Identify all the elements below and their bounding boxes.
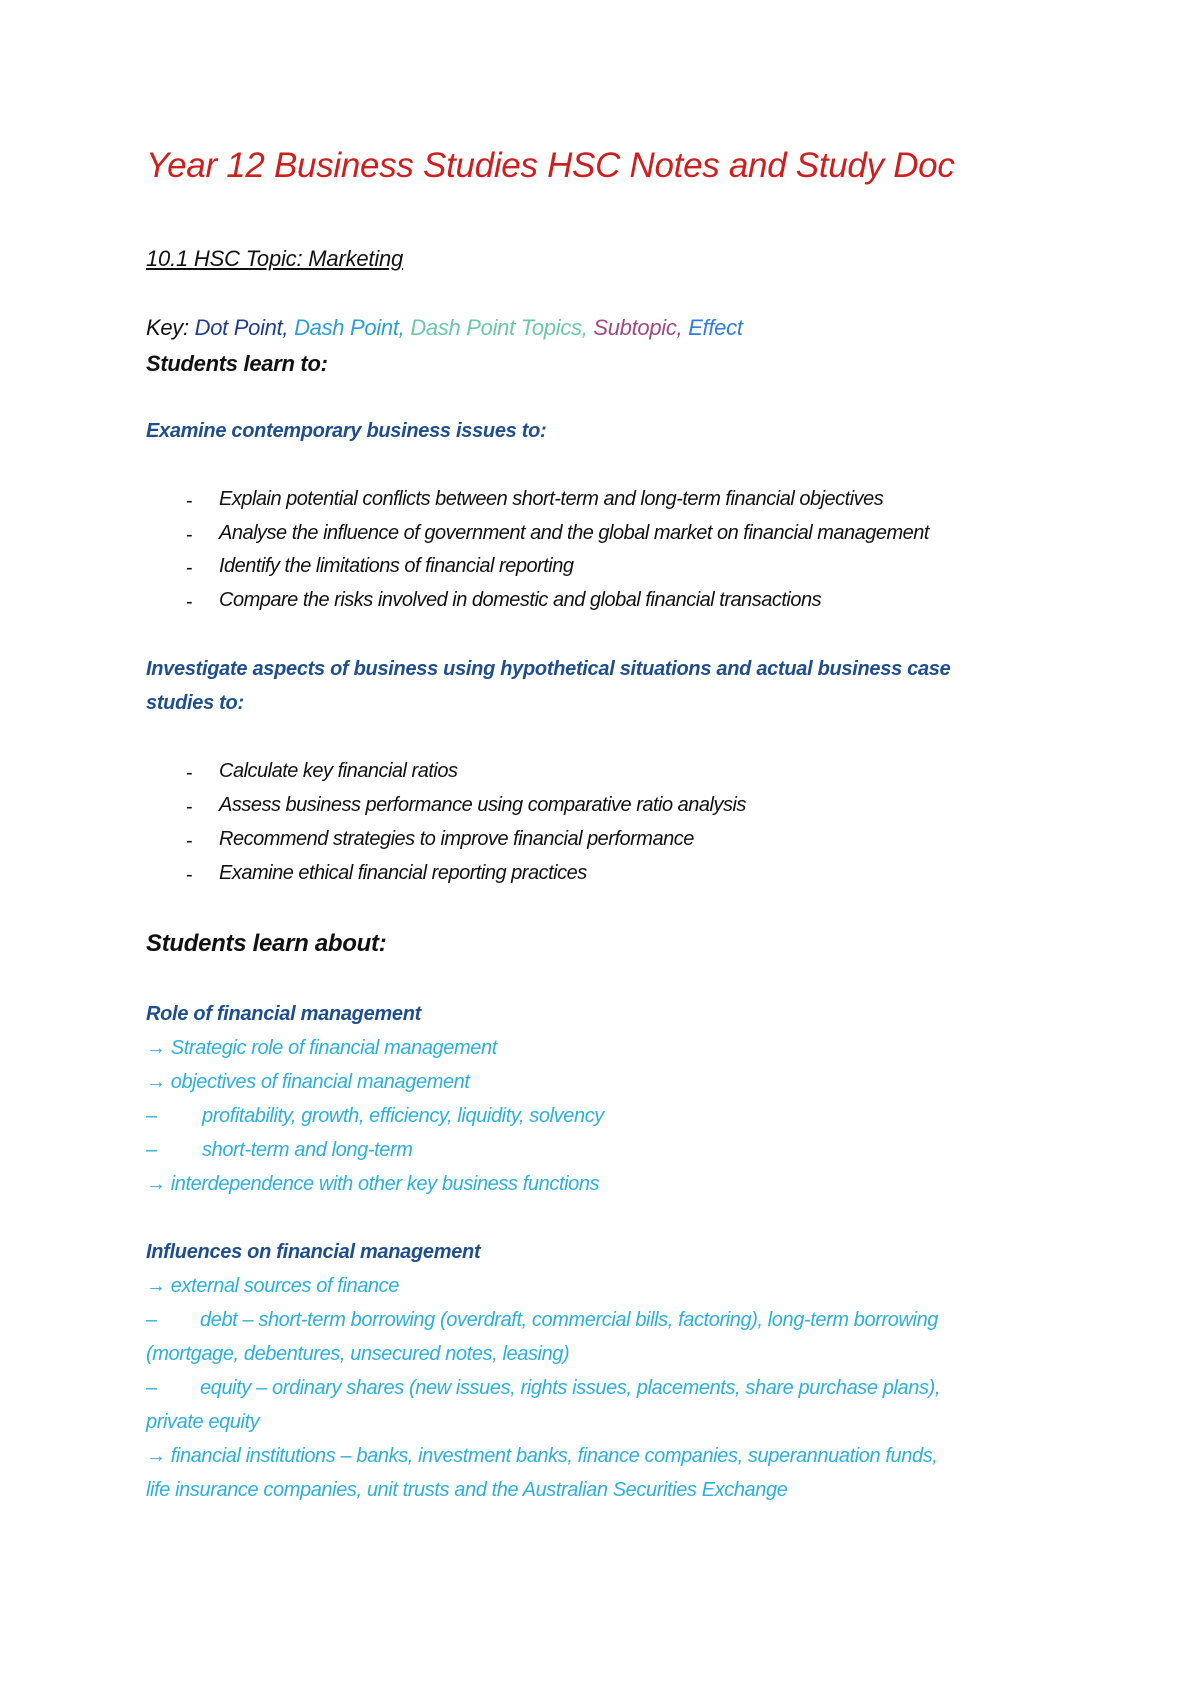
dash-point-topic: profitability, growth, efficiency, liquidity, solvency (202, 1105, 604, 1127)
key-dash-point: Dash Point, (294, 315, 405, 340)
list-item: Compare the risks involved in domestic and global financial transactions (219, 589, 822, 611)
list-item: Recommend strategies to improve financial performance (219, 828, 694, 850)
document-title: Year 12 Business Studies HSC Notes and Study Doc (146, 146, 955, 185)
dash-point: → interdependence with other key business functions (146, 1173, 600, 1195)
list-item: Analyse the influence of government and the global market on financial management (219, 522, 929, 544)
key-dash-point-topics: Dash Point Topics, (410, 315, 588, 340)
key-subtopic: Subtopic, (593, 315, 683, 340)
dash-marker: – (146, 1309, 157, 1331)
dash-point-topic: equity – ordinary shares (new issues, rights issues, placements, share purchase plans), (200, 1377, 941, 1399)
key-prefix: Key: (146, 315, 189, 340)
section-heading-cont: studies to: (146, 692, 244, 714)
dash-point-topic: debt – short-term borrowing (overdraft, commercial bills, factoring), long-term borrowing (200, 1309, 939, 1331)
dash-point: → external sources of finance (146, 1275, 399, 1297)
dash-point-topic-cont: (mortgage, debentures, unsecured notes, leasing) (146, 1343, 570, 1365)
dash-point: → financial institutions – banks, investment banks, finance companies, superannuation funds, (146, 1445, 938, 1467)
subtopic-heading: Role of financial management (146, 1003, 421, 1025)
bullet-marker: - (186, 830, 193, 852)
section-heading: Investigate aspects of business using hypothetical situations and actual business case (146, 658, 951, 680)
dash-marker: – (146, 1139, 157, 1161)
dash-marker: – (146, 1377, 157, 1399)
list-item: Assess business performance using comparative ratio analysis (219, 794, 746, 816)
bullet-marker: - (186, 864, 193, 886)
subtopic-heading: Influences on financial management (146, 1241, 481, 1263)
dash-point-topic-cont: private equity (146, 1411, 260, 1433)
list-item: Calculate key financial ratios (219, 760, 458, 782)
bullet-marker: - (186, 557, 193, 579)
dash-point: → objectives of financial management (146, 1071, 470, 1093)
list-item: Identify the limitations of financial reporting (219, 555, 574, 577)
learn-to-heading: Students learn to: (146, 351, 328, 376)
dash-point-cont: life insurance companies, unit trusts and the Australian Securities Exchange (146, 1479, 788, 1501)
key-dot-point: Dot Point, (194, 315, 289, 340)
bullet-marker: - (186, 524, 193, 546)
bullet-marker: - (186, 591, 193, 613)
list-item: Examine ethical financial reporting practices (219, 862, 587, 884)
dash-marker: – (146, 1105, 157, 1127)
learn-about-heading: Students learn about: (146, 930, 387, 957)
bullet-marker: - (186, 796, 193, 818)
topic-heading: 10.1 HSC Topic: Marketing (146, 246, 404, 271)
dash-point: → Strategic role of financial management (146, 1037, 497, 1059)
list-item: Explain potential conflicts between short-term and long-term financial objectives (219, 488, 884, 510)
color-key (146, 315, 743, 341)
key-effect: Effect (688, 315, 743, 340)
section-heading: Examine contemporary business issues to: (146, 420, 547, 442)
bullet-marker: - (186, 762, 193, 784)
bullet-marker: - (186, 490, 193, 512)
dash-point-topic: short-term and long-term (202, 1139, 413, 1161)
